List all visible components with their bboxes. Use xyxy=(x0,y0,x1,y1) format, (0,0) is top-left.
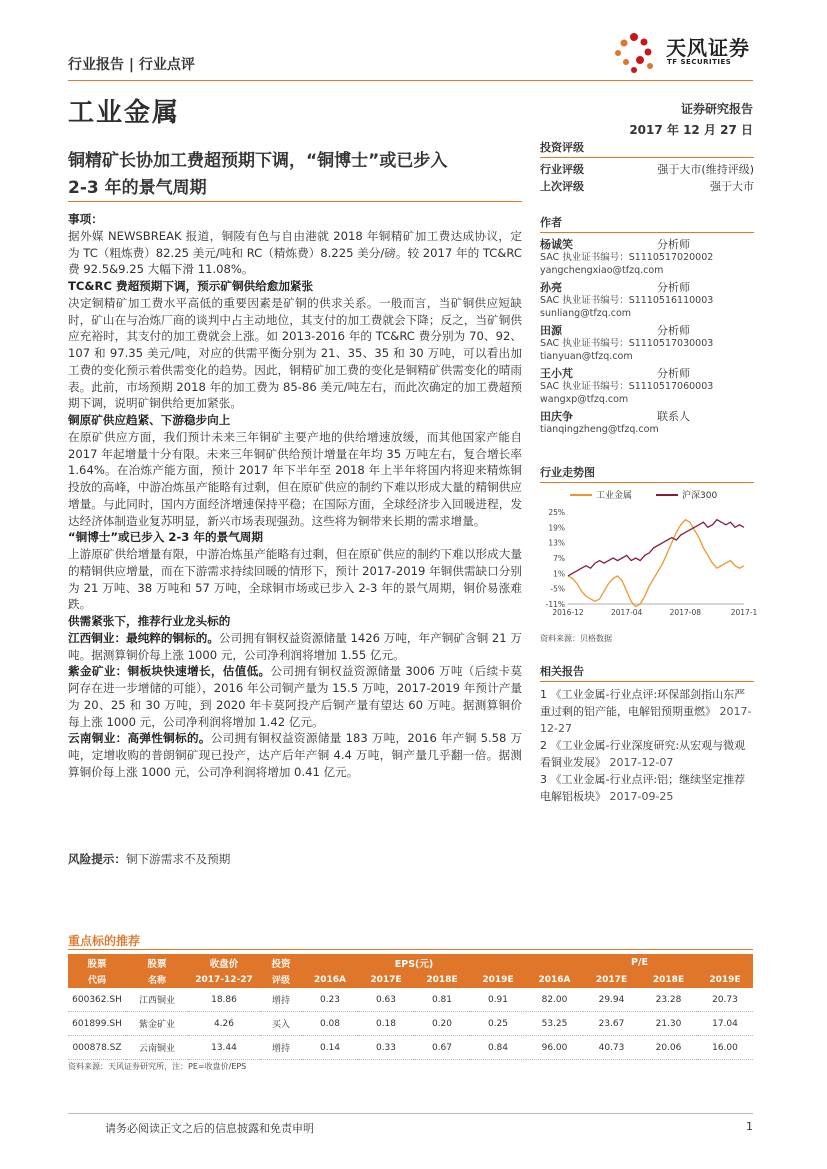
author-name: 杨诚笑 xyxy=(540,238,573,251)
author-email[interactable]: sunliang@tfzq.com xyxy=(540,307,632,319)
table-cell: 0.91 xyxy=(470,988,526,1012)
legend-label: 沪深300 xyxy=(682,491,718,501)
table-header: 2018E xyxy=(414,971,470,988)
author-role: 分析师 xyxy=(657,367,690,380)
related-title: 相关报告 xyxy=(540,665,584,678)
company-paragraph xyxy=(68,730,522,780)
table-cell: 增持 xyxy=(260,988,302,1012)
table-cell: 4.26 xyxy=(188,1012,260,1036)
table-row xyxy=(68,988,753,1012)
table-header: 2017E xyxy=(358,971,414,988)
x-tick-label: 2017-1 xyxy=(730,608,758,617)
paragraph: 在原矿供应方面，我们预计未来三年铜矿主要产地的供给增速放缓，而其他国家产能自 2017 年起增量十分有限。未来三年铜矿供给预计增量在年均 35 万吨左右，复合增长率 1.64%。在冶炼产能方面，预计 2017 年下半年至 2018 年上半年将国内将迎来精炼铜投放的高峰，中游冶炼虽产能略有过剩，但在原矿供应的制约下难以形成大量的精铜供应增量。与此同时，国内方面经济增速保持平稳；在国际方面，全球经济步入回暖进程，发达经济体制造业复苏明显，新兴市场表现强劲。这些将为铜带来长期的需求增量。 xyxy=(68,429,522,528)
author-email[interactable]: tianyuan@tfzq.com xyxy=(540,350,633,362)
related-report[interactable] xyxy=(540,737,754,771)
report-kind: 证券研究报告 xyxy=(680,102,753,116)
table-cell: 21.30 xyxy=(640,1012,697,1036)
table-cell: 29.94 xyxy=(583,988,640,1012)
footer-rule xyxy=(68,1113,753,1114)
table-header: 名称 xyxy=(126,971,188,988)
table-cell: 江西铜业 xyxy=(126,988,188,1012)
related-report[interactable] xyxy=(540,771,754,805)
table-cell: 0.63 xyxy=(358,988,414,1012)
table-header: 2017-12-27 xyxy=(188,971,260,988)
section-heading: 事项： xyxy=(68,212,103,226)
y-tick-label: 7% xyxy=(553,554,565,563)
author-cert: SAC 执业证书编号：S1110517020002 xyxy=(540,252,714,263)
author-entry xyxy=(540,367,754,410)
paragraph: 据外媒 NEWSBREAK 报道，铜陵有色与自由港就 2018 年铜精矿加工费达成协议，定为 TC（粗炼费）82.25 美元/吨和 RC（精炼费）8.225 美分/磅。较 2017 年的 TC&RC 费 92.5&9.25 大幅下滑 11.08%。 xyxy=(68,228,522,277)
table-header: 2019E xyxy=(697,971,753,988)
author-email[interactable]: tianqingzheng@tfzq.com xyxy=(540,424,659,435)
table-header: 收盘价 xyxy=(188,954,260,971)
table-cell: 0.25 xyxy=(470,1012,526,1036)
table-row xyxy=(68,1012,753,1036)
table-cell: 20.06 xyxy=(640,1036,697,1060)
related-report-date: 2017-12-07 xyxy=(609,756,674,769)
table-cell: 0.20 xyxy=(414,1012,470,1036)
author-role: 分析师 xyxy=(657,324,690,337)
trend-chart xyxy=(540,484,758,624)
industry-rating-label: 行业评级 xyxy=(540,163,584,176)
table-cell: 买入 xyxy=(260,1012,302,1036)
author-name: 王小芃 xyxy=(540,367,573,380)
logo-subtext: TF SECURITIES xyxy=(667,58,732,66)
table-cell: 82.00 xyxy=(526,988,583,1012)
table-cell: 0.81 xyxy=(414,988,470,1012)
y-tick-label: 1% xyxy=(553,569,565,579)
related-report-title[interactable]: 1 《工业金属-行业点评:环保部剑指山东严重过剩的铝产能，电解铝预期重燃》 xyxy=(540,688,746,718)
x-tick-label: 2017-04 xyxy=(610,608,643,617)
table-cell: 0.23 xyxy=(302,988,358,1012)
table-cell: 云南铜业 xyxy=(126,1036,188,1060)
author-role: 联系人 xyxy=(657,410,690,423)
author-name: 孙亮 xyxy=(540,281,562,294)
table-header: 股票 xyxy=(68,954,126,971)
related-report-title[interactable]: 2 《工业金属-行业深度研究:从宏观与微观看铜业发展》 xyxy=(540,739,746,769)
authors-title: 作者 xyxy=(540,216,562,229)
author-name: 田源 xyxy=(540,324,562,337)
main-body xyxy=(68,211,522,781)
company-name: 江西铜业：最纯粹的铜标的。 xyxy=(68,630,219,645)
report-date: 2017 年 12 月 27 日 xyxy=(629,123,753,137)
x-tick-label: 2017-08 xyxy=(669,608,702,617)
x-tick-label: 2016-12 xyxy=(552,608,584,617)
y-tick-label: 25% xyxy=(548,508,565,517)
section-heading: TC&RC 费超预期下调，预示矿铜供给愈加紧张 xyxy=(68,279,314,293)
table-cell: 0.33 xyxy=(358,1036,414,1060)
author-role: 分析师 xyxy=(657,281,690,294)
related-block xyxy=(540,663,754,805)
author-cert: SAC 执业证书编号：S1110517030003 xyxy=(540,338,714,349)
title-rule xyxy=(68,201,522,202)
author-cert: SAC 执业证书编号：S1110517060003 xyxy=(540,381,714,392)
table-cell: 16.00 xyxy=(697,1036,753,1060)
table-header: 投资 xyxy=(260,954,302,971)
author-role: 分析师 xyxy=(657,238,690,251)
table-cell: 18.86 xyxy=(188,988,260,1012)
table-cell: 0.18 xyxy=(358,1012,414,1036)
table-cell: 23.67 xyxy=(583,1012,640,1036)
table-cell: 20.73 xyxy=(697,988,753,1012)
y-tick-label: -11% xyxy=(545,600,565,609)
company-name: 云南铜业：高弹性铜标的。 xyxy=(68,731,211,746)
risk-text: 铜下游需求不及预期 xyxy=(125,852,231,866)
author-name: 田庆争 xyxy=(540,410,573,423)
author-email[interactable]: yangchengxiao@tfzq.com xyxy=(540,264,664,276)
trend-title: 行业走势图 xyxy=(540,466,595,479)
table-cell: 0.84 xyxy=(470,1036,526,1060)
authors-block xyxy=(540,214,754,440)
title-line-2: 2-3 年的景气周期 xyxy=(68,178,207,198)
related-report-date: 2017-09-25 xyxy=(609,790,674,803)
table-header: 评级 xyxy=(260,971,302,988)
section-heading: 铜原矿供应趋紧、下游稳步向上 xyxy=(68,413,231,427)
section-heading: “铜博士”或已步入 2-3 年的景气周期 xyxy=(68,530,263,545)
table-title: 重点标的推荐 xyxy=(68,934,141,948)
table-header: 股票 xyxy=(126,954,188,971)
table-row xyxy=(68,1036,753,1060)
related-report-date: 2017-12-27 xyxy=(540,705,752,735)
company-text: 公司拥有铜权益资源储量 1426 万吨，年产铜矿含铜 21 万吨。据测算铜价每上涨 1000 元，公司净利润将增加 1.55 亿元。 xyxy=(68,630,522,662)
paragraph: 决定铜精矿加工费水平高低的重要因素是矿铜的供求关系。一般而言，当矿铜供应短缺时，矿山在与冶炼厂商的谈判中占主动地位，其支付的加工费就会下降；反之，当矿铜供应充裕时，其支付的加工费就会上涨。如 2013-2016 年的 TC&RC 费分别为 70、92、107 和 97.35 美元/吨，对应的供需平衡分别为 21、35、35 和 30 万吨，可以看出加工费的变化预示着供需变化的趋势。因此，铜精矿加工费的变化是铜精矿供需变化的晴雨表。此前，市场预期 2018 年的加工费为 85-86 美元/吨左右，而此次确定的加工费超预期下调，说明矿铜供给更加紧张。 xyxy=(68,295,522,411)
author-cert: SAC 执业证书编号：S1110516110003 xyxy=(540,295,714,306)
table-cell: 增持 xyxy=(260,1036,302,1060)
table-cell: 13.44 xyxy=(188,1036,260,1060)
table-header: 2019E xyxy=(470,971,526,988)
header-rule xyxy=(68,80,753,81)
rating-title: 投资评级 xyxy=(540,141,584,154)
author-entry xyxy=(540,324,754,367)
table-header: 2017E xyxy=(583,971,640,988)
risk-label: 风险提示： xyxy=(68,852,126,866)
table-cell: 0.67 xyxy=(414,1036,470,1060)
author-email[interactable]: wangxp@tfzq.com xyxy=(540,393,629,405)
recommendation-table xyxy=(68,954,753,1060)
table-cell: 96.00 xyxy=(526,1036,583,1060)
tf-logo-icon xyxy=(612,30,662,76)
table-header: 2016A xyxy=(526,971,583,988)
section-heading: 供需紧张下，推荐行业龙头标的 xyxy=(68,614,231,628)
author-entry xyxy=(540,281,754,324)
table-header: 2016A xyxy=(302,971,358,988)
y-tick-label: 13% xyxy=(548,538,565,548)
chart-source: 资料来源：贝格数据 xyxy=(540,634,612,643)
prev-rating-value: 强于大市 xyxy=(710,180,754,193)
table-rule xyxy=(68,949,753,950)
disclaimer: 请务必阅读正文之后的信息披露和免责申明 xyxy=(105,1122,314,1135)
page-number: 1 xyxy=(746,1120,753,1133)
table-cell: 0.14 xyxy=(302,1036,358,1060)
company-text: 公司拥有铜权益资源储量 3006 万吨（后续卡莫阿存在进一步增储的可能），2016 年公司铜产量为 15.5 万吨，2017-2019 年预计产量为 20、25 和 30 万吨，到 2020 年卡莫阿投产后铜产量有望达 60 万吨。据测算铜价每上涨 1000 元，公司净利润将增加 1.42 亿元。 xyxy=(68,664,522,729)
title-line-1: 铜精矿长协加工费超预期下调，“铜博士”或已步入 xyxy=(68,151,448,171)
table-cell: 23.28 xyxy=(640,988,697,1012)
company-name: 紫金矿业：铜板块快速增长，估值低。 xyxy=(68,664,271,679)
paragraph: 上游原矿供给增量有限，中游冶炼虽产能略有过剩，但在原矿供应的制约下难以形成大量的精铜供应增量，而在下游需求持续回暖的情形下，预计 2017-2019 年铜供需缺口分别为 21 万吨、38 万吨和 57 万吨，全球铜市场或已步入 2-3 年的景气周期，铜价易涨难跌。 xyxy=(68,547,522,612)
table-cell: 40.73 xyxy=(583,1036,640,1060)
table-header: 代码 xyxy=(68,971,126,988)
trend-block xyxy=(540,464,754,483)
table-cell: 000878.SZ xyxy=(68,1036,126,1060)
table-header: EPS(元) xyxy=(302,954,526,971)
company-text: 公司拥有铜权益资源储量 183 万吨，2016 年产铜 5.58 万吨，定增收购的普朗铜矿现已投产，达产后年产铜 4.4 万吨，铜产量几乎翻一倍。据测算铜价每上涨 1000 元，公司净利润将增加 0.41 亿元。 xyxy=(68,731,522,779)
rating-block xyxy=(540,139,754,195)
table-cell: 紫金矿业 xyxy=(126,1012,188,1036)
risk-warning xyxy=(68,851,230,867)
industry-rating-value: 强于大市(维持评级) xyxy=(657,163,754,176)
prev-rating-label: 上次评级 xyxy=(540,180,584,193)
table-cell: 17.04 xyxy=(697,1012,753,1036)
table-header: P/E xyxy=(526,954,753,971)
related-report[interactable] xyxy=(540,686,754,737)
related-report-title[interactable]: 3 《工业金属-行业点评:铝；继续坚定推荐电解铝板块》 xyxy=(540,773,746,803)
author-entry xyxy=(540,238,754,281)
y-tick-label: -5% xyxy=(550,584,565,594)
table-cell: 601899.SH xyxy=(68,1012,126,1036)
table-cell: 0.08 xyxy=(302,1012,358,1036)
author-entry xyxy=(540,410,754,440)
table-cell: 53.25 xyxy=(526,1012,583,1036)
company-paragraph xyxy=(68,630,522,664)
table-header: 2018E xyxy=(640,971,697,988)
industry-title: 工业金属 xyxy=(68,98,181,128)
table-cell: 600362.SH xyxy=(68,988,126,1012)
report-type: 行业报告 | 行业点评 xyxy=(68,57,195,73)
table-note: 资料来源：天风证券研究所，注：PE=收盘价/EPS xyxy=(68,1062,247,1071)
company-paragraph xyxy=(68,663,522,730)
report-title xyxy=(68,148,528,202)
legend-label: 工业金属 xyxy=(596,491,633,501)
logo-text: 天风证券 xyxy=(666,36,750,60)
y-tick-label: 19% xyxy=(548,523,565,533)
